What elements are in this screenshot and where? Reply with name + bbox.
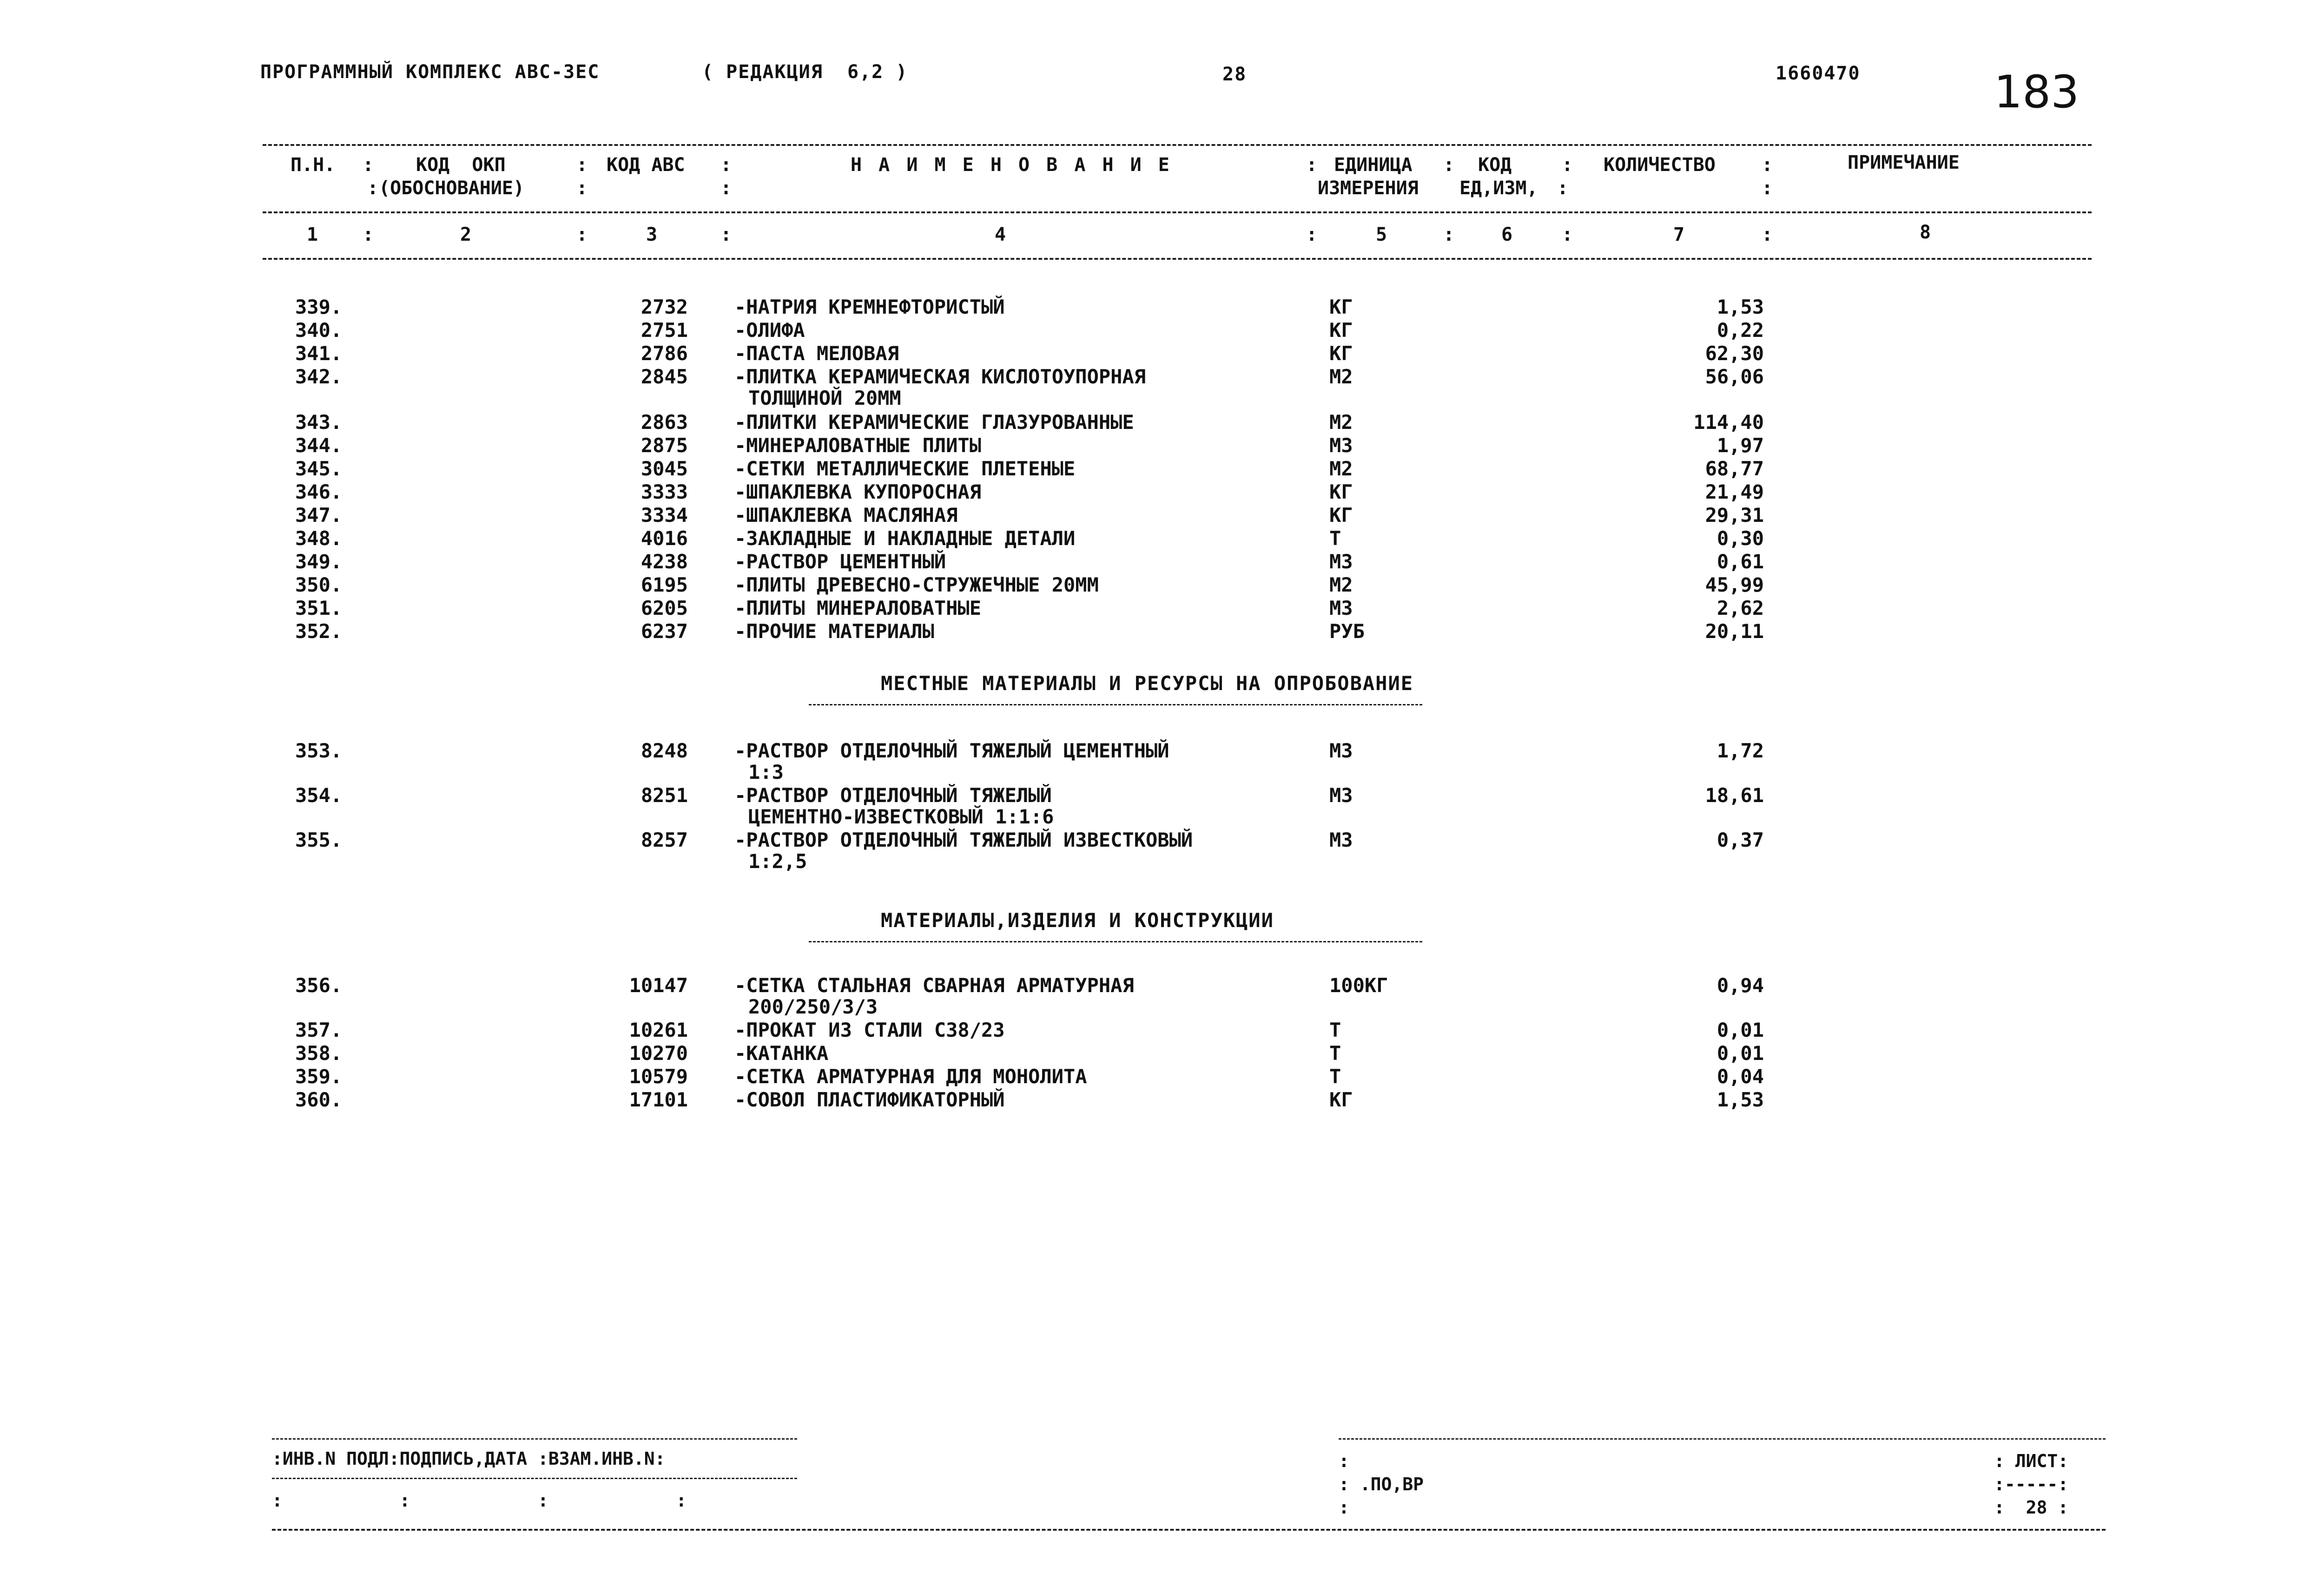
row-number: 347.: [295, 504, 343, 526]
row-abs-code: 10270: [629, 1042, 688, 1065]
col-number-1: 1: [307, 224, 318, 245]
row-abs-code: 8257: [640, 829, 688, 851]
row-abs-code: 10579: [629, 1065, 688, 1088]
row-unit: М2: [1329, 411, 1353, 434]
sheet-label: : ЛИСТ:: [1994, 1451, 2069, 1471]
row-number: 341.: [295, 342, 343, 365]
document-code: 1660470: [1776, 63, 1861, 84]
row-number: 346.: [295, 480, 343, 503]
row-abs-code: 8251: [640, 784, 688, 807]
row-name: -ПРОКАТ ИЗ СТАЛИ С38/23: [734, 1019, 1005, 1041]
col-number-6: 6: [1501, 224, 1513, 245]
col-unitcode-header: КОД: [1478, 154, 1512, 176]
row-quantity: 0,01: [1717, 1042, 1764, 1065]
row-number: 360.: [295, 1088, 343, 1111]
row-quantity: 0,22: [1717, 319, 1764, 342]
stamp-mid-rule: [272, 1478, 797, 1479]
row-name-continuation: ЦЕМЕНТНО-ИЗВЕСТКОВЫЙ 1:1:6: [748, 805, 1054, 828]
row-quantity: 18,61: [1705, 784, 1764, 807]
row-unit: М3: [1329, 597, 1353, 619]
row-unit: М3: [1329, 829, 1353, 851]
section-3-underline: [809, 941, 1422, 942]
row-number: 355.: [295, 829, 343, 851]
col-name-header: Н А И М Е Н О В А Н И Е: [851, 154, 1172, 176]
separator: :: [576, 178, 588, 199]
row-name: -ПЛИТКА КЕРАМИЧЕСКАЯ КИСЛОТОУПОРНАЯ: [734, 365, 1146, 388]
page-number: 28: [1222, 64, 1247, 85]
row-name: -ПЛИТКИ КЕРАМИЧЕСКИЕ ГЛАЗУРОВАННЫЕ: [734, 411, 1134, 434]
row-unit: КГ: [1329, 504, 1353, 526]
row-unit: КГ: [1329, 342, 1353, 365]
row-unit: КГ: [1329, 480, 1353, 503]
row-name: -НАТРИЯ КРЕМНЕФТОРИСТЫЙ: [734, 296, 1005, 318]
col-pn-header: П.Н.: [290, 154, 336, 176]
row-name: -ПАСТА МЕЛОВАЯ: [734, 342, 899, 365]
row-name: -ОЛИФА: [734, 319, 805, 342]
row-name: -ШПАКЛЕВКА МАСЛЯНАЯ: [734, 504, 958, 526]
row-quantity: 0,37: [1717, 829, 1764, 851]
separator: :: [1762, 224, 1773, 245]
row-unit: Т: [1329, 527, 1341, 550]
section-2-title: МЕСТНЫЕ МАТЕРИАЛЫ И РЕСУРСЫ НА ОПРОБОВАНИЕ: [881, 672, 1414, 695]
col-abs-header: КОД АВС: [607, 154, 685, 176]
row-unit: 100КГ: [1329, 974, 1388, 997]
row-name: -РАСТВОР ОТДЕЛОЧНЫЙ ТЯЖЕЛЫЙ: [734, 784, 1052, 807]
row-number: 359.: [295, 1065, 343, 1088]
row-abs-code: 8248: [640, 739, 688, 762]
separator: :: [1306, 224, 1318, 245]
stamp-row: : : : :: [272, 1490, 687, 1511]
header-top-rule: [263, 144, 2092, 146]
row-abs-code: 2732: [640, 296, 688, 318]
separator: :: [576, 224, 588, 245]
row-quantity: 1,53: [1717, 296, 1764, 318]
row-unit: РУБ: [1329, 620, 1365, 643]
row-name: -РАСТВОР ОТДЕЛОЧНЫЙ ТЯЖЕЛЫЙ ИЗВЕСТКОВЫЙ: [734, 829, 1193, 851]
row-quantity: 0,61: [1717, 550, 1764, 573]
row-abs-code: 6195: [640, 573, 688, 596]
col-unitcode-subheader: ЕД,ИЗМ,: [1459, 178, 1538, 199]
footer-colon-bottom: :: [1339, 1497, 1349, 1518]
row-name-continuation: 200/250/3/3: [748, 995, 878, 1018]
row-unit: М3: [1329, 434, 1353, 457]
separator: :: [1562, 224, 1573, 245]
stamp-header: :ИНВ.N ПОДЛ:ПОДПИСЬ,ДАТА :ВЗАМ.ИНВ.N:: [272, 1448, 666, 1469]
row-unit: М3: [1329, 784, 1353, 807]
row-abs-code: 3334: [640, 504, 688, 526]
handwritten-sheet-number: 183: [1994, 66, 2080, 118]
row-number: 350.: [295, 573, 343, 596]
separator: :: [1762, 178, 1773, 199]
separator: :: [720, 224, 732, 245]
col-note-header: ПРИМЕЧАНИЕ: [1848, 152, 1960, 173]
row-unit: Т: [1329, 1042, 1341, 1065]
row-quantity: 20,11: [1705, 620, 1764, 643]
header-mid-rule: [263, 211, 2092, 213]
row-name: -МИНЕРАЛОВАТНЫЕ ПЛИТЫ: [734, 434, 982, 457]
separator: :: [1557, 178, 1569, 199]
row-name-continuation: 1:3: [748, 761, 784, 783]
row-quantity: 0,04: [1717, 1065, 1764, 1088]
separator: :: [367, 178, 379, 199]
col-number-2: 2: [460, 224, 472, 245]
separator: :: [1443, 154, 1455, 176]
stamp-top-rule: [272, 1438, 797, 1440]
row-number: 340.: [295, 319, 343, 342]
row-abs-code: 2845: [640, 365, 688, 388]
separator: :: [363, 224, 374, 245]
row-number: 356.: [295, 974, 343, 997]
row-number: 343.: [295, 411, 343, 434]
row-unit: КГ: [1329, 1088, 1353, 1111]
row-name: -ЗАКЛАДНЫЕ И НАКЛАДНЫЕ ДЕТАЛИ: [734, 527, 1076, 550]
row-quantity: 1,72: [1717, 739, 1764, 762]
row-unit: М3: [1329, 550, 1353, 573]
row-name-continuation: 1:2,5: [748, 850, 807, 873]
row-unit: КГ: [1329, 319, 1353, 342]
row-unit: М2: [1329, 573, 1353, 596]
row-name-continuation: ТОЛЩИНОЙ 20ММ: [748, 387, 901, 409]
separator: :: [1762, 154, 1773, 176]
header-bottom-rule: [263, 258, 2092, 260]
col-number-3: 3: [646, 224, 658, 245]
row-name: -ШПАКЛЕВКА КУПОРОСНАЯ: [734, 480, 982, 503]
row-unit: Т: [1329, 1019, 1341, 1041]
row-number: 342.: [295, 365, 343, 388]
row-name: -РАСТВОР ОТДЕЛОЧНЫЙ ТЯЖЕЛЫЙ ЦЕМЕНТНЫЙ: [734, 739, 1169, 762]
row-abs-code: 10261: [629, 1019, 688, 1041]
row-quantity: 21,49: [1705, 480, 1764, 503]
row-abs-code: 6237: [640, 620, 688, 643]
separator: :: [1562, 154, 1573, 176]
section-3-title: МАТЕРИАЛЫ,ИЗДЕЛИЯ И КОНСТРУКЦИИ: [881, 909, 1274, 932]
row-number: 349.: [295, 550, 343, 573]
row-abs-code: 4238: [640, 550, 688, 573]
row-quantity: 1,53: [1717, 1088, 1764, 1111]
footer-po-vr: : .ПО,ВР: [1339, 1474, 1424, 1494]
row-quantity: 0,01: [1717, 1019, 1764, 1041]
row-number: 354.: [295, 784, 343, 807]
row-number: 352.: [295, 620, 343, 643]
row-quantity: 62,30: [1705, 342, 1764, 365]
col-number-5: 5: [1376, 224, 1387, 245]
col-qty-header: КОЛИЧЕСТВО: [1604, 154, 1716, 176]
separator: :: [720, 178, 732, 199]
separator: :: [363, 154, 374, 176]
row-number: 358.: [295, 1042, 343, 1065]
row-name: -СЕТКА СТАЛЬНАЯ СВАРНАЯ АРМАТУРНАЯ: [734, 974, 1134, 997]
program-title: ПРОГРАММНЫЙ КОМПЛЕКС АВС-3ЕС: [260, 61, 600, 83]
row-unit: М2: [1329, 365, 1353, 388]
row-quantity: 45,99: [1705, 573, 1764, 596]
footer-top-rule: [1339, 1438, 2106, 1440]
row-quantity: 0,94: [1717, 974, 1764, 997]
row-number: 351.: [295, 597, 343, 619]
separator: :: [720, 154, 732, 176]
col-number-4: 4: [995, 224, 1006, 245]
row-quantity: 0,30: [1717, 527, 1764, 550]
col-unit-header: ЕДИНИЦА: [1334, 154, 1413, 176]
row-abs-code: 4016: [640, 527, 688, 550]
row-abs-code: 2863: [640, 411, 688, 434]
row-number: 339.: [295, 296, 343, 318]
separator: :: [1443, 224, 1455, 245]
col-number-7: 7: [1673, 224, 1685, 245]
row-name: -ПЛИТЫ МИНЕРАЛОВАТНЫЕ: [734, 597, 982, 619]
row-name: -СОВОЛ ПЛАСТИФИКАТОРНЫЙ: [734, 1088, 1005, 1111]
row-name: -РАСТВОР ЦЕМЕНТНЫЙ: [734, 550, 946, 573]
row-number: 348.: [295, 527, 343, 550]
row-unit: КГ: [1329, 296, 1353, 318]
row-number: 357.: [295, 1019, 343, 1041]
row-abs-code: 2751: [640, 319, 688, 342]
row-abs-code: 17101: [629, 1088, 688, 1111]
separator: :: [1306, 154, 1318, 176]
row-name: -ПРОЧИЕ МАТЕРИАЛЫ: [734, 620, 934, 643]
row-unit: Т: [1329, 1065, 1341, 1088]
row-quantity: 68,77: [1705, 457, 1764, 480]
col-okp-subheader: (ОБОСНОВАНИЕ): [379, 178, 525, 199]
row-abs-code: 6205: [640, 597, 688, 619]
row-name: -СЕТКА АРМАТУРНАЯ ДЛЯ МОНОЛИТА: [734, 1065, 1087, 1088]
row-quantity: 1,97: [1717, 434, 1764, 457]
row-name: -КАТАНКА: [734, 1042, 829, 1065]
col-okp-header: КОД ОКП: [416, 154, 506, 176]
row-number: 344.: [295, 434, 343, 457]
section-2-underline: [809, 704, 1422, 705]
row-abs-code: 10147: [629, 974, 688, 997]
row-abs-code: 2786: [640, 342, 688, 365]
footer-bottom-rule: [272, 1529, 2106, 1531]
col-unit-subheader: ИЗМЕРЕНИЯ: [1318, 178, 1419, 199]
col-number-8: 8: [1920, 222, 1931, 243]
row-number: 353.: [295, 739, 343, 762]
row-unit: М3: [1329, 739, 1353, 762]
row-abs-code: 2875: [640, 434, 688, 457]
row-name: -СЕТКИ МЕТАЛЛИЧЕСКИЕ ПЛЕТЕНЫЕ: [734, 457, 1076, 480]
sheet-number: : 28 :: [1994, 1497, 2069, 1518]
row-quantity: 2,62: [1717, 597, 1764, 619]
row-abs-code: 3333: [640, 480, 688, 503]
row-quantity: 29,31: [1705, 504, 1764, 526]
separator: :: [576, 154, 588, 176]
edition-label: ( РЕДАКЦИЯ 6,2 ): [702, 61, 908, 83]
row-unit: М2: [1329, 457, 1353, 480]
row-abs-code: 3045: [640, 457, 688, 480]
footer-colon-top: :: [1339, 1451, 1349, 1471]
row-number: 345.: [295, 457, 343, 480]
row-quantity: 114,40: [1693, 411, 1764, 434]
row-name: -ПЛИТЫ ДРЕВЕСНО-СТРУЖЕЧНЫЕ 20ММ: [734, 573, 1099, 596]
sheet-separator: :-----:: [1994, 1474, 2069, 1494]
row-quantity: 56,06: [1705, 365, 1764, 388]
